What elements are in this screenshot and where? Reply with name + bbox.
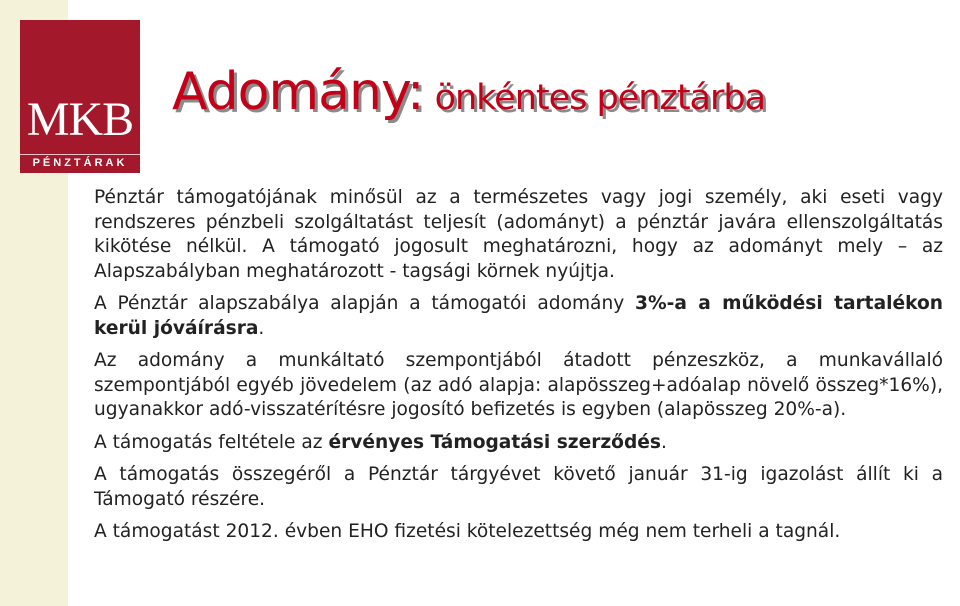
paragraph-tax-treatment: Az adomány a munkáltató szempontjából átadott pénzeszköz, a munkavállaló szempontjából egyéb jövedelem (az adó alapja: alapösszeg+adóalap növelő összeg*16%), ugyanakkor adó-visszatérítésre jogosító befizetés is egyben (alapösszeg 20%-a). [94, 350, 943, 420]
slide-body [94, 186, 943, 553]
logo-brand: MKB [26, 93, 134, 146]
paragraph-supporter-definition: Pénztár támogatójának minősül az a természetes vagy jogi személy, aki eseti vagy rendszeres pénzbeli szolgáltatást teljesít (adományt) a pénztár javára ellenszolgáltatás kikötése nélkül. A támogató jogosult meghatározni, hogy az adományt mely – az Alapszabályban meghatározott - tagsági körnek nyújtja. [94, 187, 943, 282]
paragraph-condition-pre: A támogatás feltétele az [94, 431, 329, 453]
paragraph-certificate: A támogatás összegéről a Pénztár tárgyévet követő január 31-ig igazolást állít ki a Támogató részére. [94, 464, 943, 510]
title-main: Adomány: [172, 62, 424, 122]
paragraph-condition-post: . [660, 431, 667, 453]
slide-title [172, 62, 765, 122]
paragraph-operating-reserve-pre: A Pénztár alapszabálya alapján a támogatói adomány [94, 293, 636, 314]
mkb-logo [20, 20, 140, 173]
paragraph-operating-reserve-bold: 3%-a a működési tartalékon kerül jóváírásra [94, 293, 943, 339]
title-subtitle: önkéntes pénztárba [434, 78, 766, 118]
paragraph-operating-reserve-post: . [258, 317, 265, 339]
logo-subtitle: PÉNZTÁRAK [32, 157, 128, 169]
paragraph-operating-reserve [94, 292, 943, 341]
logo-divider [20, 154, 140, 155]
paragraph-condition [94, 431, 943, 456]
paragraph-condition-bold: érvényes Támogatási szerződés [328, 431, 661, 453]
paragraph-eho: A támogatást 2012. évben EHO fizetési kötelezettség még nem terheli a tagnál. [94, 521, 841, 542]
